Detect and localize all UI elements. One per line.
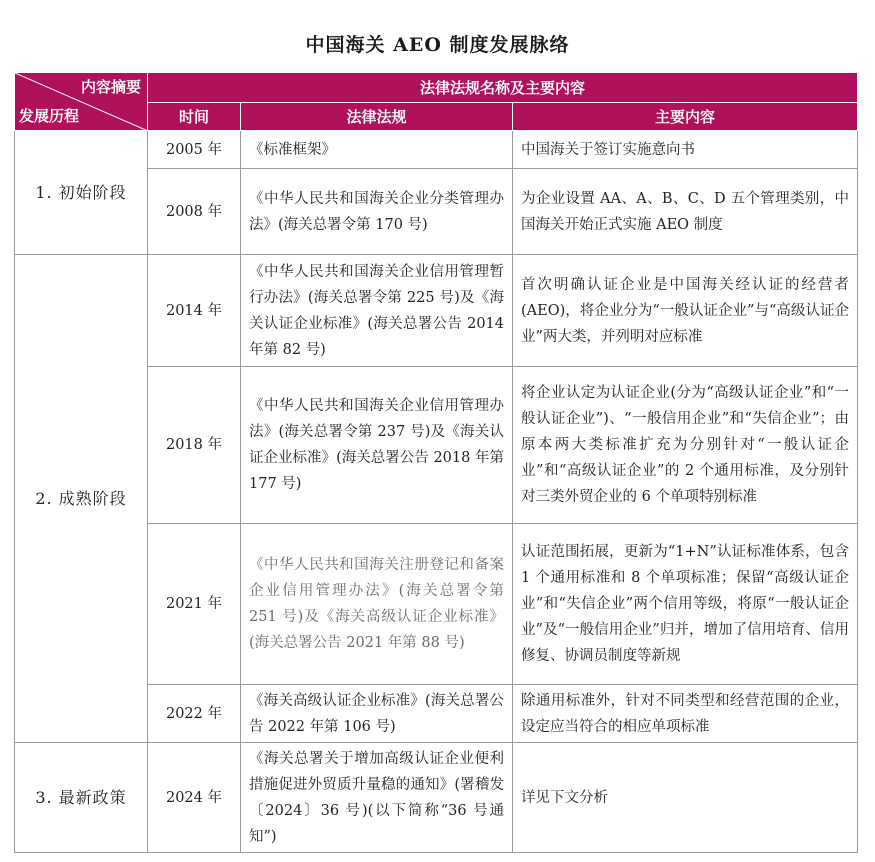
table-row	[15, 255, 858, 367]
col-header-content: 主要内容	[513, 103, 858, 131]
group-header: 法律法规名称及主要内容	[148, 73, 858, 103]
table-row	[15, 743, 858, 853]
content-cell: 将企业认定为认证企业(分为“高级认证企业”和“一般认证企业”)、“一般信用企业”和“失信企业”；由原本两大类标准扩充为分别针对“一般认证企业”和“高级认证企业”的 2 个通用标准，及分别针对三类外贸企业的 6 个单项特别标准	[513, 367, 858, 524]
stage-label: 1. 初始阶段	[15, 131, 148, 255]
col-header-time: 时间	[148, 103, 241, 131]
stage-label: 2. 成熟阶段	[15, 255, 148, 743]
aeo-development-table	[14, 72, 858, 853]
year-cell: 2022 年	[148, 685, 241, 743]
law-cell: 《海关高级认证企业标准》(海关总署公告 2022 年第 106 号)	[241, 685, 513, 743]
content-cell: 详见下文分析	[513, 743, 858, 853]
table-row	[15, 131, 858, 169]
content-cell: 认证范围拓展，更新为“1+N”认证标准体系，包含 1 个通用标准和 8 个单项标准；保留“高级认证企业”和“失信企业”两个信用等级，将原“一般认证企业”及“一般信用企业”归并，增加了信用培育、信用修复、协调员制度等新规	[513, 524, 858, 685]
law-cell: 《中华人民共和国海关企业分类管理办法》(海关总署令第 170 号)	[241, 169, 513, 255]
content-cell: 除通用标准外，针对不同类型和经营范围的企业，设定应当符合的相应单项标准	[513, 685, 858, 743]
law-cell: 《中华人民共和国海关注册登记和备案企业信用管理办法》(海关总署令第 251 号)及《海关高级认证企业标准》(海关总署公告 2021 年第 88 号)	[241, 524, 513, 685]
year-cell: 2014 年	[148, 255, 241, 367]
page-title: 中国海关 AEO 制度发展脉络	[305, 34, 570, 56]
year-cell: 2021 年	[148, 524, 241, 685]
year-cell: 2018 年	[148, 367, 241, 524]
stage-label: 3. 最新政策	[15, 743, 148, 853]
content-cell: 为企业设置 AA、A、B、C、D 五个管理类别，中国海关开始正式实施 AEO 制度	[513, 169, 858, 255]
content-cell: 中国海关于签订实施意向书	[513, 131, 858, 169]
law-cell: 《中华人民共和国海关企业信用管理暂行办法》(海关总署令第 225 号)及《海关认证企业标准》(海关总署公告 2014 年第 82 号)	[241, 255, 513, 367]
corner-bottom-label: 发展历程	[19, 107, 80, 125]
col-header-law: 法律法规	[241, 103, 513, 131]
year-cell: 2008 年	[148, 169, 241, 255]
law-cell: 《标准框架》	[241, 131, 513, 169]
corner-top-label: 内容摘要	[80, 78, 141, 96]
year-cell: 2005 年	[148, 131, 241, 169]
year-cell: 2024 年	[148, 743, 241, 853]
law-cell: 《海关总署关于增加高级认证企业便利措施促进外贸质升量稳的通知》(署稽发〔2024〕36 号)(以下简称“36 号通知”)	[241, 743, 513, 853]
law-cell: 《中华人民共和国海关企业信用管理办法》(海关总署令第 237 号)及《海关认证企业标准》(海关总署公告 2018 年第 177 号)	[241, 367, 513, 524]
corner-header-cell	[15, 73, 148, 131]
content-cell: 首次明确认证企业是中国海关经认证的经营者(AEO)，将企业分为“一般认证企业”与“高级认证企业”两大类，并列明对应标准	[513, 255, 858, 367]
